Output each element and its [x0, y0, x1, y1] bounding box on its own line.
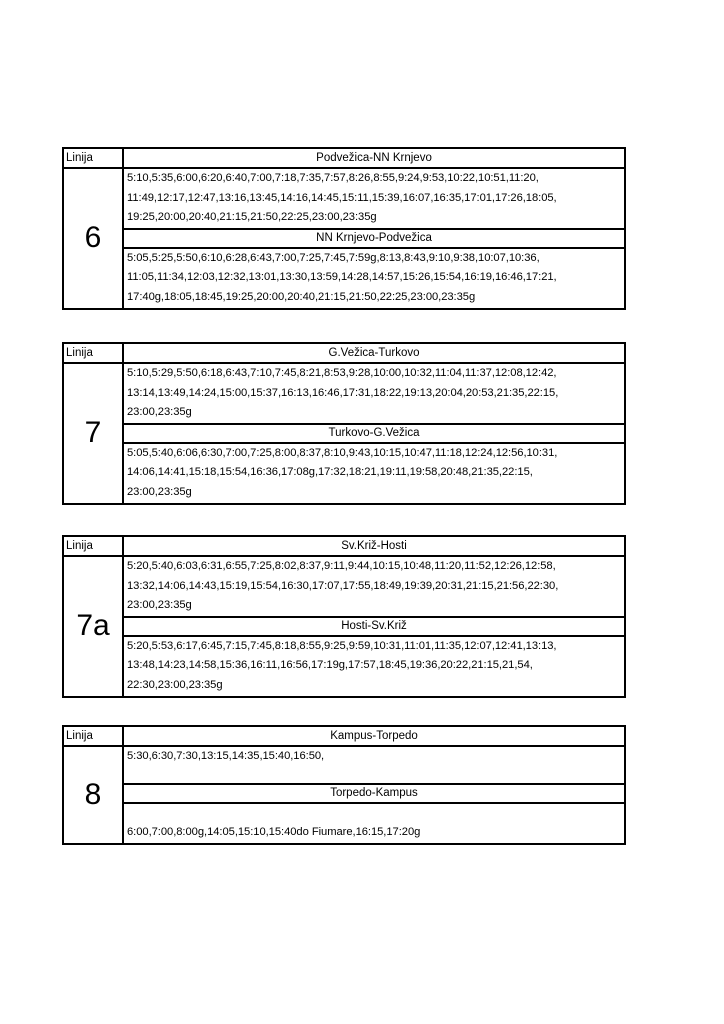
departure-times: 5:30,6:30,7:30,13:15,14:35,15:40,16:50,: [127, 750, 325, 762]
line-number: 7a: [64, 557, 124, 696]
table-header: [64, 149, 624, 169]
return-route-title: Torpedo-Kampus: [124, 783, 624, 804]
timetable-line-6: [62, 147, 626, 310]
table-header: [64, 344, 624, 364]
return-departure-times: 5:05,5:40,6:06,6:30,7:00,7:25,8:00,8:37,8:10,9:43,10:15,10:47,11:18,12:24,12:56,10:31, 14:06,14:41,15:18,15:54,16:36,17:08g,17:32,18:21,19:11,19:58,20:48,21:35,22:15, 23:00,23:35g: [127, 446, 558, 498]
return-departure-times: 5:05,5:25,5:50,6:10,6:28,6:43,7:00,7:25,7:45,7:59g,8:13,8:43,9:10,9:38,10:07,10:36, 11:05,11:34,12:03,12:32,13:01,13:30,13:59,14:28,14:57,15:26,15:54,16:19,16:46,17:21, 17:40g,18:05,18:45,19:25,20:00,20:40,21:15,21:50,22:25,23:00,23:35g: [127, 251, 557, 303]
table-body: [64, 557, 624, 696]
route-title: G.Vežica-Turkovo: [328, 347, 420, 359]
departure-times: 5:10,5:35,6:00,6:20,6:40,7:00,7:18,7:35,7:57,8:26,8:55,9:24,9:53,10:22,10:51,11:20, 11:49,12:17,12:47,13:16,13:45,14:16,14:45,15:11,15:39,16:07,16:35,17:01,17:26,18:05, 19:25,20:00,20:40,21:15,21:50,22:25,23:00,23:35g: [127, 172, 557, 224]
return-route-title: NN Krnjevo-Podvežica: [124, 228, 624, 249]
route-title: Kampus-Torpedo: [330, 730, 418, 742]
departures-section: [124, 557, 624, 696]
departures-section: [124, 169, 624, 308]
table-body: [64, 747, 624, 843]
table-header: [64, 537, 624, 557]
line-column-label: Linija: [64, 727, 124, 745]
line-column-label: Linija: [64, 149, 124, 167]
timetable-line-8: [62, 725, 626, 845]
line-number: 7: [64, 364, 124, 503]
departure-times: 5:20,5:40,6:03,6:31,6:55,7:25,8:02,8:37,9:11,9:44,10:15,10:48,11:20,11:52,12:26,12:58, 13:32,14:06,14:43,15:19,15:54,16:30,17:07,17:55,18:49,19:39,20:31,21:15,21:56,22:30, 23:00,23:35g: [127, 560, 559, 612]
line-number: 6: [64, 169, 124, 308]
timetable-line-7: [62, 342, 626, 505]
return-departure-times: 6:00,7:00,8:00g,14:05,15:10,15:40do Fiumare,16:15,17:20g: [127, 826, 421, 838]
table-body: [64, 169, 624, 308]
timetable-line-7a: [62, 535, 626, 698]
table-header: [64, 727, 624, 747]
departures-section: [124, 747, 624, 843]
departure-times: 5:10,5:29,5:50,6:18,6:43,7:10,7:45,8:21,8:53,9:28,10:00,10:32,11:04,11:37,12:08,12:42, 13:14,13:49,14:24,15:00,15:37,16:13,16:46,17:31,18:22,19:13,20:04,20:53,21:35,22:15, 23:00,23:35g: [127, 367, 559, 419]
line-column-label: Linija: [64, 537, 124, 555]
return-route-title: Turkovo-G.Vežica: [124, 423, 624, 444]
route-title: Sv.Križ-Hosti: [341, 540, 407, 552]
table-body: [64, 364, 624, 503]
line-column-label: Linija: [64, 344, 124, 362]
return-departure-times: 5:20,5:53,6:17,6:45,7:15,7:45,8:18,8:55,9:25,9:59,10:31,11:01,11:35,12:07,12:41,13:13, 13:48,14:23,14:58,15:36,16:11,16:56,17:19g,17:57,18:45,19:36,20:22,21:15,21,54, 22:30,23:00,23:35g: [127, 639, 557, 691]
route-title: Podvežica-NN Krnjevo: [316, 152, 432, 164]
return-route-title: Hosti-Sv.Križ: [124, 616, 624, 637]
departures-section: [124, 364, 624, 503]
line-number: 8: [64, 747, 124, 843]
